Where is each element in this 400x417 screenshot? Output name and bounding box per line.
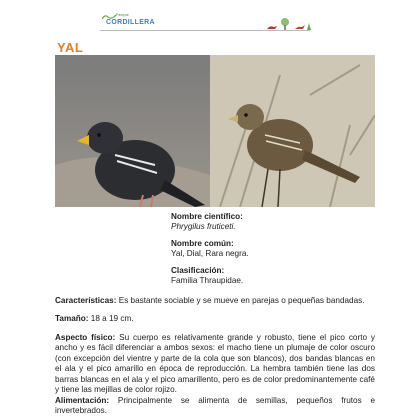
- logo-main-text: CORDILLERA: [106, 19, 155, 26]
- male-bird-photo: [55, 55, 210, 207]
- nature-decoration-icon: [265, 17, 313, 31]
- common-name-value: Yal, Dial, Rara negra.: [171, 249, 249, 259]
- common-name-label: Nombre común:: [171, 238, 234, 248]
- classification-value: Familia Thraupidae.: [171, 276, 244, 286]
- feeding-label: Alimentación:: [55, 396, 110, 405]
- female-bird-photo: [210, 55, 375, 207]
- size-label: Tamaño:: [55, 314, 89, 323]
- page-header: [0, 0, 400, 40]
- feeding-text: Principalmente se alimenta de semillas, pequeños frutos e invertebrados.: [55, 396, 375, 416]
- characteristics-paragraph: [55, 296, 375, 306]
- page-title: YAL: [57, 40, 84, 55]
- feeding-paragraph: [55, 396, 375, 417]
- appearance-label: Aspecto físico:: [55, 333, 116, 342]
- classification-label: Clasificación:: [171, 265, 225, 275]
- species-info: [171, 212, 371, 286]
- characteristics-text: Es bastante sociable y se mueve en parejas o pequeñas bandadas.: [116, 296, 365, 305]
- size-text: 18 a 19 cm.: [88, 314, 134, 323]
- characteristics-label: Características:: [55, 296, 117, 305]
- scientific-name-value: Phrygilus fruticeti.: [171, 222, 236, 232]
- header-divider: [100, 30, 310, 31]
- logo-top-text: Parque: [116, 13, 130, 17]
- appearance-text: Su cuerpo es relativamente grande y robusto, tiene el pico corto y ancho y es fácil diferenciar a ambos sexos: el macho tiene un plumaje de color oscuro (con excepción del vientre y parte de la cola que son blancos), dos bandas blancas en el ala y el pico amarillo en época de reproducción. La hembra también tiene las dos barras blancas en el ala y el pico amarillento, pero es de color predominantemente café y tiene las mejillas de color rojizo.: [55, 333, 375, 395]
- appearance-paragraph: [55, 333, 375, 395]
- size-paragraph: [55, 314, 375, 324]
- scientific-name-label: Nombre científico:: [171, 212, 243, 221]
- photo-strip: [55, 55, 375, 207]
